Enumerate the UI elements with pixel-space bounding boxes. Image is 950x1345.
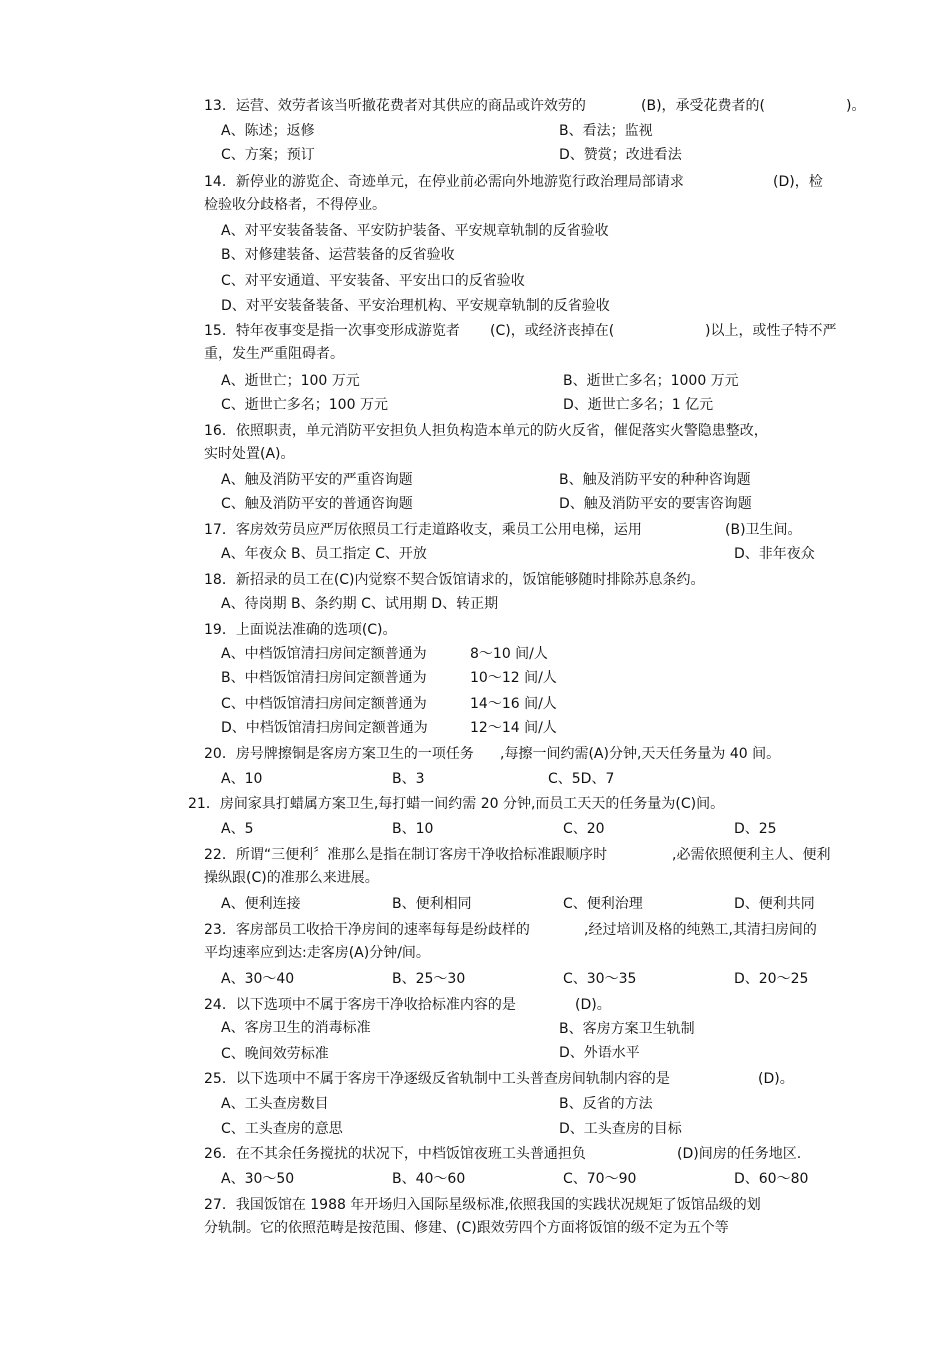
question-22-option-a: A、便利连接 [221,896,301,912]
question-22-option-b: B、便利相同 [392,896,472,912]
question-26-option-b: B、40～60 [392,1171,466,1187]
question-23-option-d: D、20～25 [734,971,809,987]
question-14-answer: (D)，检 [773,174,823,190]
question-15-option-d: D、逝世亡多名；1 亿元 [563,397,714,413]
question-19-option-d-value: 12～14 间/人 [470,720,557,736]
question-26-option-d: D、60～80 [734,1171,809,1187]
question-25-option-a: A、工头查房数目 [221,1096,329,1112]
question-15-stem: 15．特年夜事变是指一次事变形成游览者 [204,323,460,339]
question-14-option-b: B、对修建装备、运营装备的反省验收 [221,247,455,263]
question-19-option-c-value: 14～16 间/人 [470,696,557,712]
question-13-option-a: A、陈述；返修 [221,123,315,139]
question-15-option-a: A、逝世亡；100 万元 [221,373,360,389]
question-20-option-a: A、10 [221,771,263,787]
question-26-stem: 26．在不其余任务搅扰的状况下，中档饭馆夜班工头普通担负 [204,1146,586,1162]
question-17-option-d: D、非年夜众 [734,546,815,562]
question-26-option-a: A、30～50 [221,1171,295,1187]
question-24-answer: (D)。 [575,997,611,1013]
question-15-stem-cont: 重，发生严重阻碍者。 [204,346,344,362]
question-19-option-b: B、中档饭馆清扫房间定额普通为 [221,670,427,686]
question-15-option-c: C、逝世亡多名；100 万元 [221,397,388,413]
question-23-stem-cont-b: 平均速率应到达:走客房(A)分钟/间。 [204,945,430,961]
question-24-option-d: D、外语水平 [559,1045,640,1061]
question-19-option-c: C、中档饭馆清扫房间定额普通为 [221,696,427,712]
question-20-stem: 20．房号牌擦铜是客房方案卫生的一项任务 [204,746,474,762]
question-23-stem-cont-a: ,经过培训及格的纯熟工,其清扫房间的 [584,922,817,938]
question-22-stem-cont-a: ,必需依照便利主人、便利 [672,847,831,863]
question-23-option-c: C、30～35 [563,971,637,987]
question-18-stem: 18．新招录的员工在(C)内觉察不契合饭馆请求的，饭馆能够随时排除苏息条约。 [204,572,705,588]
question-22-stem-cont-b: 操纵跟(C)的准那么来进展。 [204,870,379,886]
question-22-option-d: D、便利共同 [734,896,815,912]
question-27-stem-cont: 分轨制。它的依照范畴是按范围、修建、(C)跟效劳四个方面将饭馆的级不定为五个等 [204,1220,729,1236]
question-19-option-d: D、中档饭馆清扫房间定额普通为 [221,720,428,736]
question-27-stem: 27．我国饭馆在 1988 年开场归入国际星级标准,依照我国的实践状况规矩了饭馆品级的划 [204,1197,761,1213]
question-16-option-b: B、触及消防平安的种种咨询题 [559,472,751,488]
question-19-option-a-value: 8～10 间/人 [470,646,548,662]
question-14-option-c: C、对平安通道、平安装备、平安出口的反省验收 [221,273,525,289]
question-20-stem-cont: ,每擦一间约需(A)分钟,天天任务量为 40 间。 [500,746,781,762]
question-24-option-c: C、晚间效劳标准 [221,1046,329,1062]
question-13-option-d: D、赞赏；改进看法 [559,147,682,163]
question-19-stem: 19．上面说法准确的选项(C)。 [204,622,397,638]
question-13-option-c: C、方案；预订 [221,147,315,163]
question-21-option-b: B、10 [392,821,434,837]
question-16-option-c: C、触及消防平安的普通咨询题 [221,496,413,512]
question-15-option-b: B、逝世亡多名；1000 万元 [563,373,739,389]
question-16-option-d: D、触及消防平安的要害咨询题 [559,496,752,512]
question-26-answer: (D)间房的任务地区. [677,1146,802,1162]
question-24-stem: 24．以下选项中不属于客房干净收拾标准内容的是 [204,997,516,1013]
question-14-option-a: A、对平安装备装备、平安防护装备、平安规章轨制的反省验收 [221,223,609,239]
question-17-answer: (B)卫生间。 [725,522,802,538]
question-21-option-a: A、5 [221,821,254,837]
question-21-option-c: C、20 [563,821,605,837]
question-17-stem: 17．客房效劳员应严厉依照员工行走道路收支，乘员工公用电梯，运用 [204,522,642,538]
question-14-option-d: D、对平安装备装备、平安治理机构、平安规章轨制的反省验收 [221,298,610,314]
question-15-stem-end: )以上，或性子特不严 [705,323,837,339]
question-22-option-c: C、便利治理 [563,896,643,912]
question-24-option-a: A、客房卫生的消毒标准 [221,1020,371,1036]
question-13-stem-end: )。 [846,98,866,114]
question-14-stem-cont: 检验收分歧格者，不得停业。 [204,197,386,213]
question-16-option-a: A、触及消防平安的严重咨询题 [221,472,413,488]
question-25-stem: 25．以下选项中不属于客房干净逐级反省轨制中工头普查房间轨制内容的是 [204,1071,670,1087]
question-26-option-c: C、70～90 [563,1171,637,1187]
question-25-answer: (D)。 [758,1071,794,1087]
question-22-stem: 22．所谓“三便利〞准那么是指在制订客房干净收拾标准跟顺序时 [204,847,608,863]
question-20-options-cd: C、5D、7 [548,771,615,787]
question-23-option-b: B、25～30 [392,971,466,987]
question-13-stem: 13．运营、效劳者该当听撤花费者对其供应的商品或许效劳的 [204,98,586,114]
question-19-option-a: A、中档饭馆清扫房间定额普通为 [221,646,427,662]
question-18-options: A、待岗期 B、条约期 C、试用期 D、转正期 [221,596,499,612]
question-14-stem: 14．新停业的游览企、奇迹单元，在停业前必需向外地游览行政治理局部请求 [204,174,684,190]
question-17-options-abc: A、年夜众 B、员工指定 C、开放 [221,546,427,562]
question-21-option-d: D、25 [734,821,777,837]
question-13-answer: (B)，承受花费者的( [641,98,765,114]
question-25-option-b: B、反省的方法 [559,1096,653,1112]
question-16-stem-cont: 实时处置(A)。 [204,446,295,462]
question-24-option-b: B、客房方案卫生轨制 [559,1021,695,1037]
question-15-answer: (C)，或经济丧掉在( [490,323,615,339]
question-25-option-d: D、工头查房的目标 [559,1121,682,1137]
question-20-option-b: B、3 [392,771,425,787]
question-21-stem: 21．房间家具打蜡属方案卫生,每打蜡一间约需 20 分钟,而员工天天的任务量为(C)间。 [188,796,725,812]
question-16-stem: 16．依照职责，单元消防平安担负人担负构造本单元的防火反省，催促落实火警隐患整改， [204,423,768,439]
question-25-option-c: C、工头查房的意思 [221,1121,343,1137]
question-23-option-a: A、30～40 [221,971,295,987]
question-23-stem: 23．客房部员工收拾干净房间的速率每每是纷歧样的 [204,922,530,938]
question-13-option-b: B、看法；监视 [559,123,653,139]
question-19-option-b-value: 10～12 间/人 [470,670,557,686]
